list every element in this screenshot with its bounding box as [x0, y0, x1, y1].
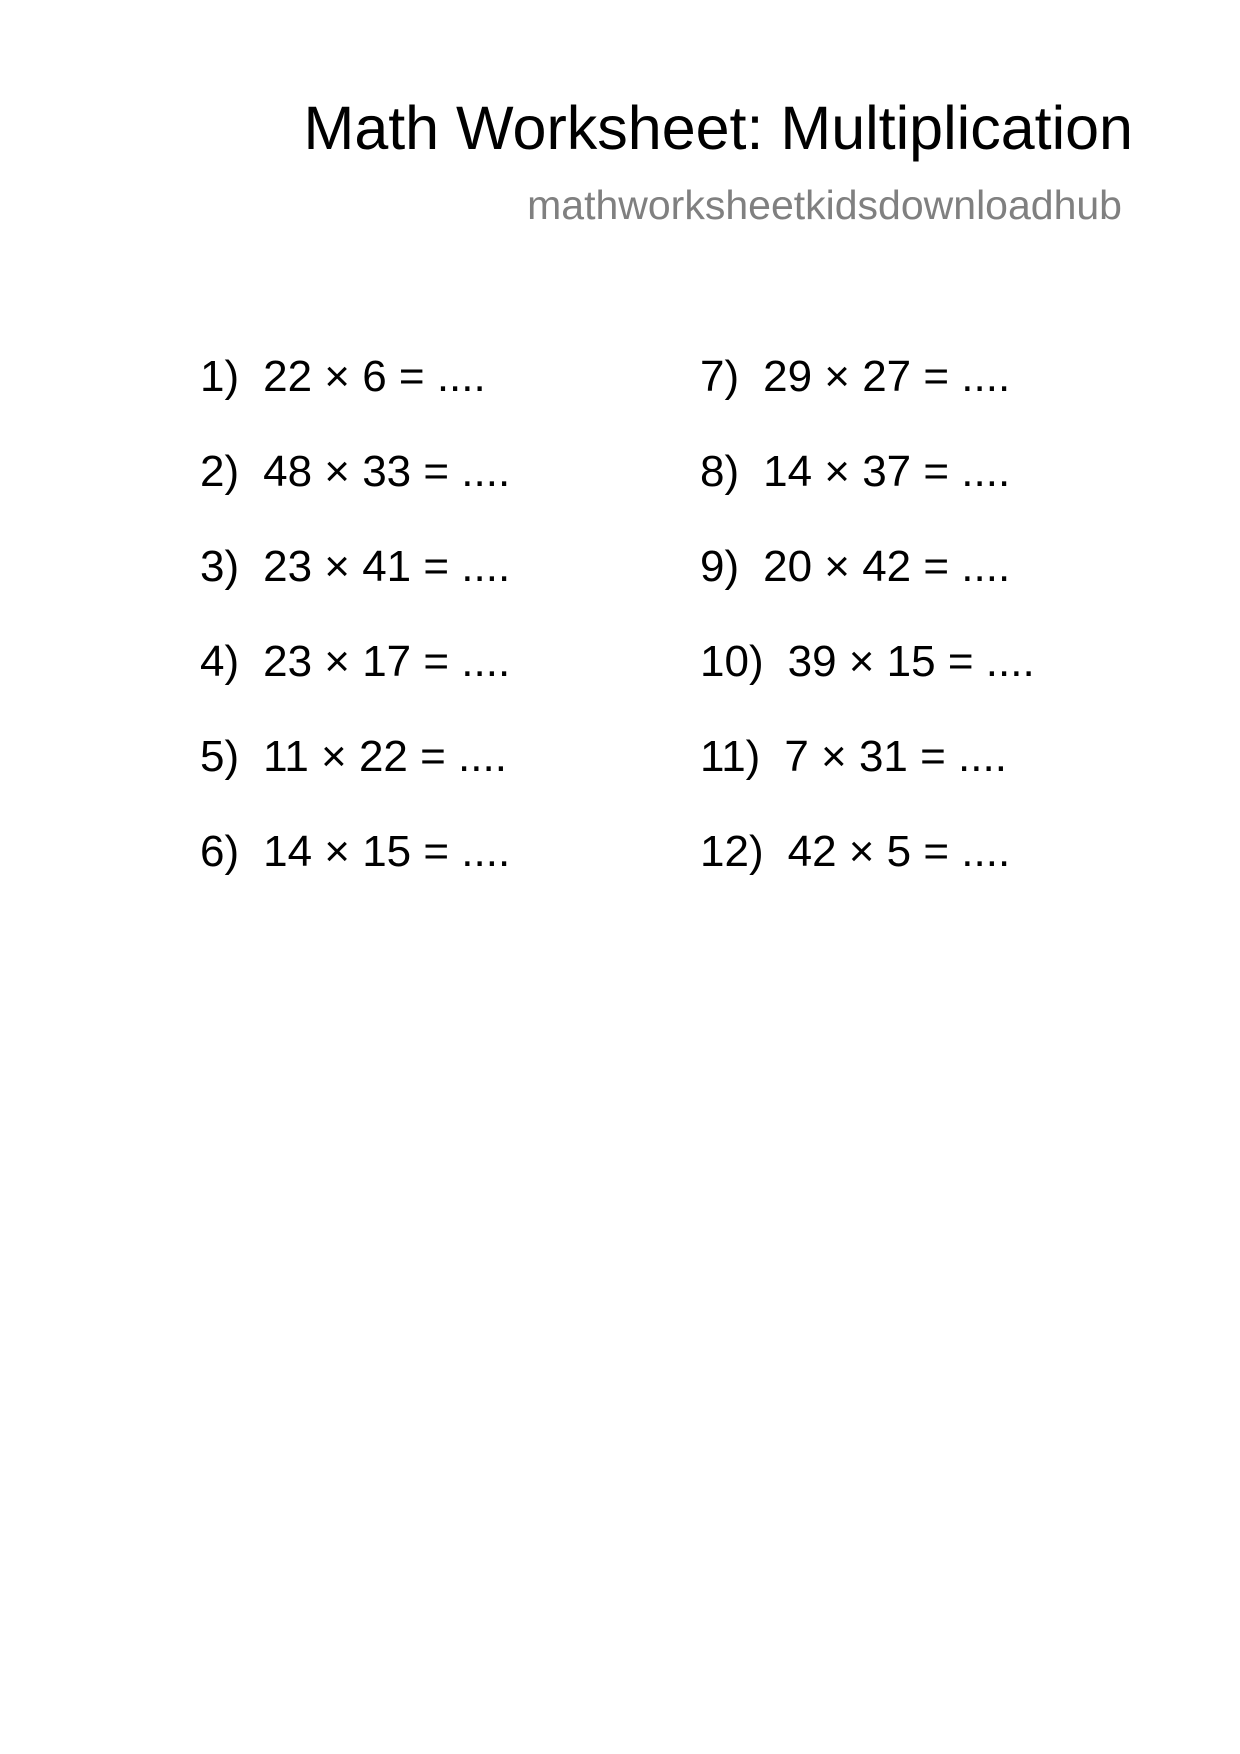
problem-number: 7): [700, 352, 740, 401]
problem-number: 6): [200, 827, 240, 876]
page-subtitle: mathworksheetkidsdownloadhub: [527, 182, 1122, 228]
problem-number: 4): [200, 637, 240, 686]
problem-number: 2): [200, 447, 240, 496]
problem-number: 3): [200, 542, 240, 591]
problem-item: [200, 637, 511, 686]
problem-expression: 20 × 42 = ....: [763, 542, 1011, 591]
problem-number: 5): [200, 732, 240, 781]
problem-expression: 22 × 6 = ....: [263, 352, 486, 401]
problem-item: [700, 352, 1011, 401]
problem-expression: 7 × 31 = ....: [784, 732, 1007, 781]
problem-item: [200, 352, 486, 401]
problem-item: [700, 637, 1035, 686]
problem-expression: 39 × 15 = ....: [787, 637, 1035, 686]
problem-expression: 14 × 15 = ....: [263, 827, 511, 876]
problem-expression: 48 × 33 = ....: [263, 447, 511, 496]
problem-item: [700, 447, 1011, 496]
problem-item: [200, 447, 511, 496]
problem-item: [200, 542, 511, 591]
problem-number: 10): [700, 637, 764, 686]
problem-number: 9): [700, 542, 740, 591]
problem-expression: 14 × 37 = ....: [763, 447, 1011, 496]
problem-item: [200, 827, 511, 876]
problem-expression: 23 × 17 = ....: [263, 637, 511, 686]
problem-number: 11): [700, 732, 761, 781]
problem-item: [700, 542, 1011, 591]
problem-number: 8): [700, 447, 740, 496]
problem-item: [700, 732, 1007, 781]
problem-expression: 42 × 5 = ....: [787, 827, 1011, 876]
page-title: Math Worksheet: Multiplication: [303, 94, 1133, 162]
problem-item: [200, 732, 507, 781]
problem-item: [700, 827, 1011, 876]
problem-number: 12): [700, 827, 764, 876]
problem-expression: 29 × 27 = ....: [763, 352, 1011, 401]
problem-number: 1): [200, 352, 240, 401]
problem-expression: 11 × 22 = ....: [263, 732, 507, 781]
problem-expression: 23 × 41 = ....: [263, 542, 511, 591]
